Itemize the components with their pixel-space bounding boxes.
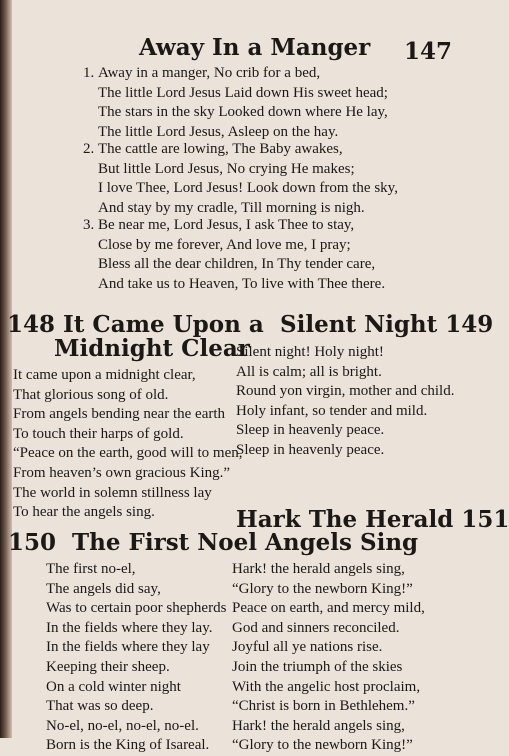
lyric-line: Join the triumph of the skies [232,658,403,675]
lyric-line: “Peace on the earth, good will to men, [13,445,243,462]
lyric-line: Silent night! Holy night! [236,344,384,360]
verse-number: 2. [83,141,95,157]
lyric-line: From heaven’s own gracious King.” [13,464,231,481]
verse-line: 3. Be near me, Lord Jesus, I ask Thee to stay, [83,216,385,236]
hymn-147-verse-2 [83,140,398,218]
verse-line: 2. The cattle are lowing, The Baby awakes, [83,140,398,160]
lyric-line: That was so deep. [46,698,154,715]
hymn-151-lyrics [232,560,425,756]
hymn-148-lyrics [13,366,243,523]
hymn-149-title-line [280,312,493,338]
lyric-line: Round yon virgin, mother and child. [236,383,455,400]
lyric-line: The world in solemn stillness lay [13,484,212,501]
verse-line: But little Lord Jesus, No crying He makes; [98,160,355,177]
verse-line: I love Thee, Lord Jesus! Look down from the sky, [98,180,398,197]
lyric-line: Born is the King of Isareal. [46,737,210,754]
hymn-148-title-line-1: 148 It Came Upon a [7,311,264,338]
hymn-151-title-line-2: Angels Sing [265,529,419,556]
verse-line: And take us to Heaven, To live with Thee there. [98,275,386,292]
lyric-line: Sleep in heavenly peace. [236,422,385,439]
verse-line: The little Lord Jesus, Asleep on the hay. [98,123,339,140]
hymn-147-number: 147 [404,38,453,65]
verse-line: And stay by my cradle, Till morning is nigh. [98,199,365,216]
lyric-line: To hear the angels sing. [13,504,155,521]
lyric-line: Holy infant, so tender and mild. [236,402,428,419]
lyric-line: With the angelic host proclaim, [232,678,421,695]
lyric-line: The angels did say, [46,580,161,597]
lyric-line: Hark! the herald angels sing, [232,561,405,577]
lyric-line: In the fields where they lay [46,639,210,656]
hymn-147-title: Away In a Manger [139,34,371,61]
lyric-line: Keeping their sheep. [46,658,170,675]
hymn-150-lyrics [46,560,226,756]
lyric-line: To touch their harps of gold. [13,425,184,442]
lyric-line: God and sinners reconciled. [232,619,400,636]
verse-line: 1. Away in a manger, No crib for a bed, [83,64,388,84]
lyric-line: “Christ is born in Bethlehem.” [232,698,415,715]
hymn-149-title: Silent Night [280,311,438,338]
hymn-151-title: Hark The Herald [236,506,454,533]
hymn-149-lyrics [236,343,454,461]
verse-line: Close by me forever, And love me, I pray; [98,236,351,253]
hymn-147-verse-1 [83,64,388,142]
lyric-line: In the fields where they lay. [46,619,213,636]
lyric-line: The first no-el, [46,561,136,577]
hymn-150-title-line [8,530,257,556]
lyric-line: On a cold winter night [46,678,181,695]
verse-line: The little Lord Jesus Laid down His sweet head; [98,84,388,101]
verse-line: Bless all the dear children, In Thy tender care, [98,256,376,273]
lyric-line: From angels bending near the earth [13,406,226,423]
hymn-148-title-line-2: Midnight Clear [54,335,250,362]
verse-line: The stars in the sky Looked down where He lay, [98,104,388,121]
hymn-150-number: 150 [8,529,57,556]
hymn-148-number: 148 [7,311,56,338]
lyric-line: That glorious song of old. [13,386,169,403]
lyric-line: “Glory to the newborn King!” [232,737,413,754]
lyric-line: It came upon a midnight clear, [13,367,196,383]
lyric-line: Sleep in heavenly peace. [236,441,385,458]
hymn-151-number: 151 [461,506,509,533]
hymn-150-title: The First Noel [72,529,258,556]
verse-number: 1. [83,65,95,81]
book-binding [0,0,12,738]
lyric-line: Was to certain poor shepherds [46,600,227,617]
verse-number: 3. [83,217,95,233]
lyric-line: All is calm; all is bright. [236,363,382,380]
lyric-line: “Glory to the newborn King!” [232,580,413,597]
hymn-149-number: 149 [445,311,494,338]
lyric-line: Hark! the herald angels sing, [232,717,405,734]
lyric-line: Joyful all ye nations rise. [232,639,383,656]
lyric-line: No-el, no-el, no-el, no-el. [46,717,199,734]
lyric-line: Peace on earth, and mercy mild, [232,600,425,617]
hymn-147-verse-3 [83,216,385,294]
